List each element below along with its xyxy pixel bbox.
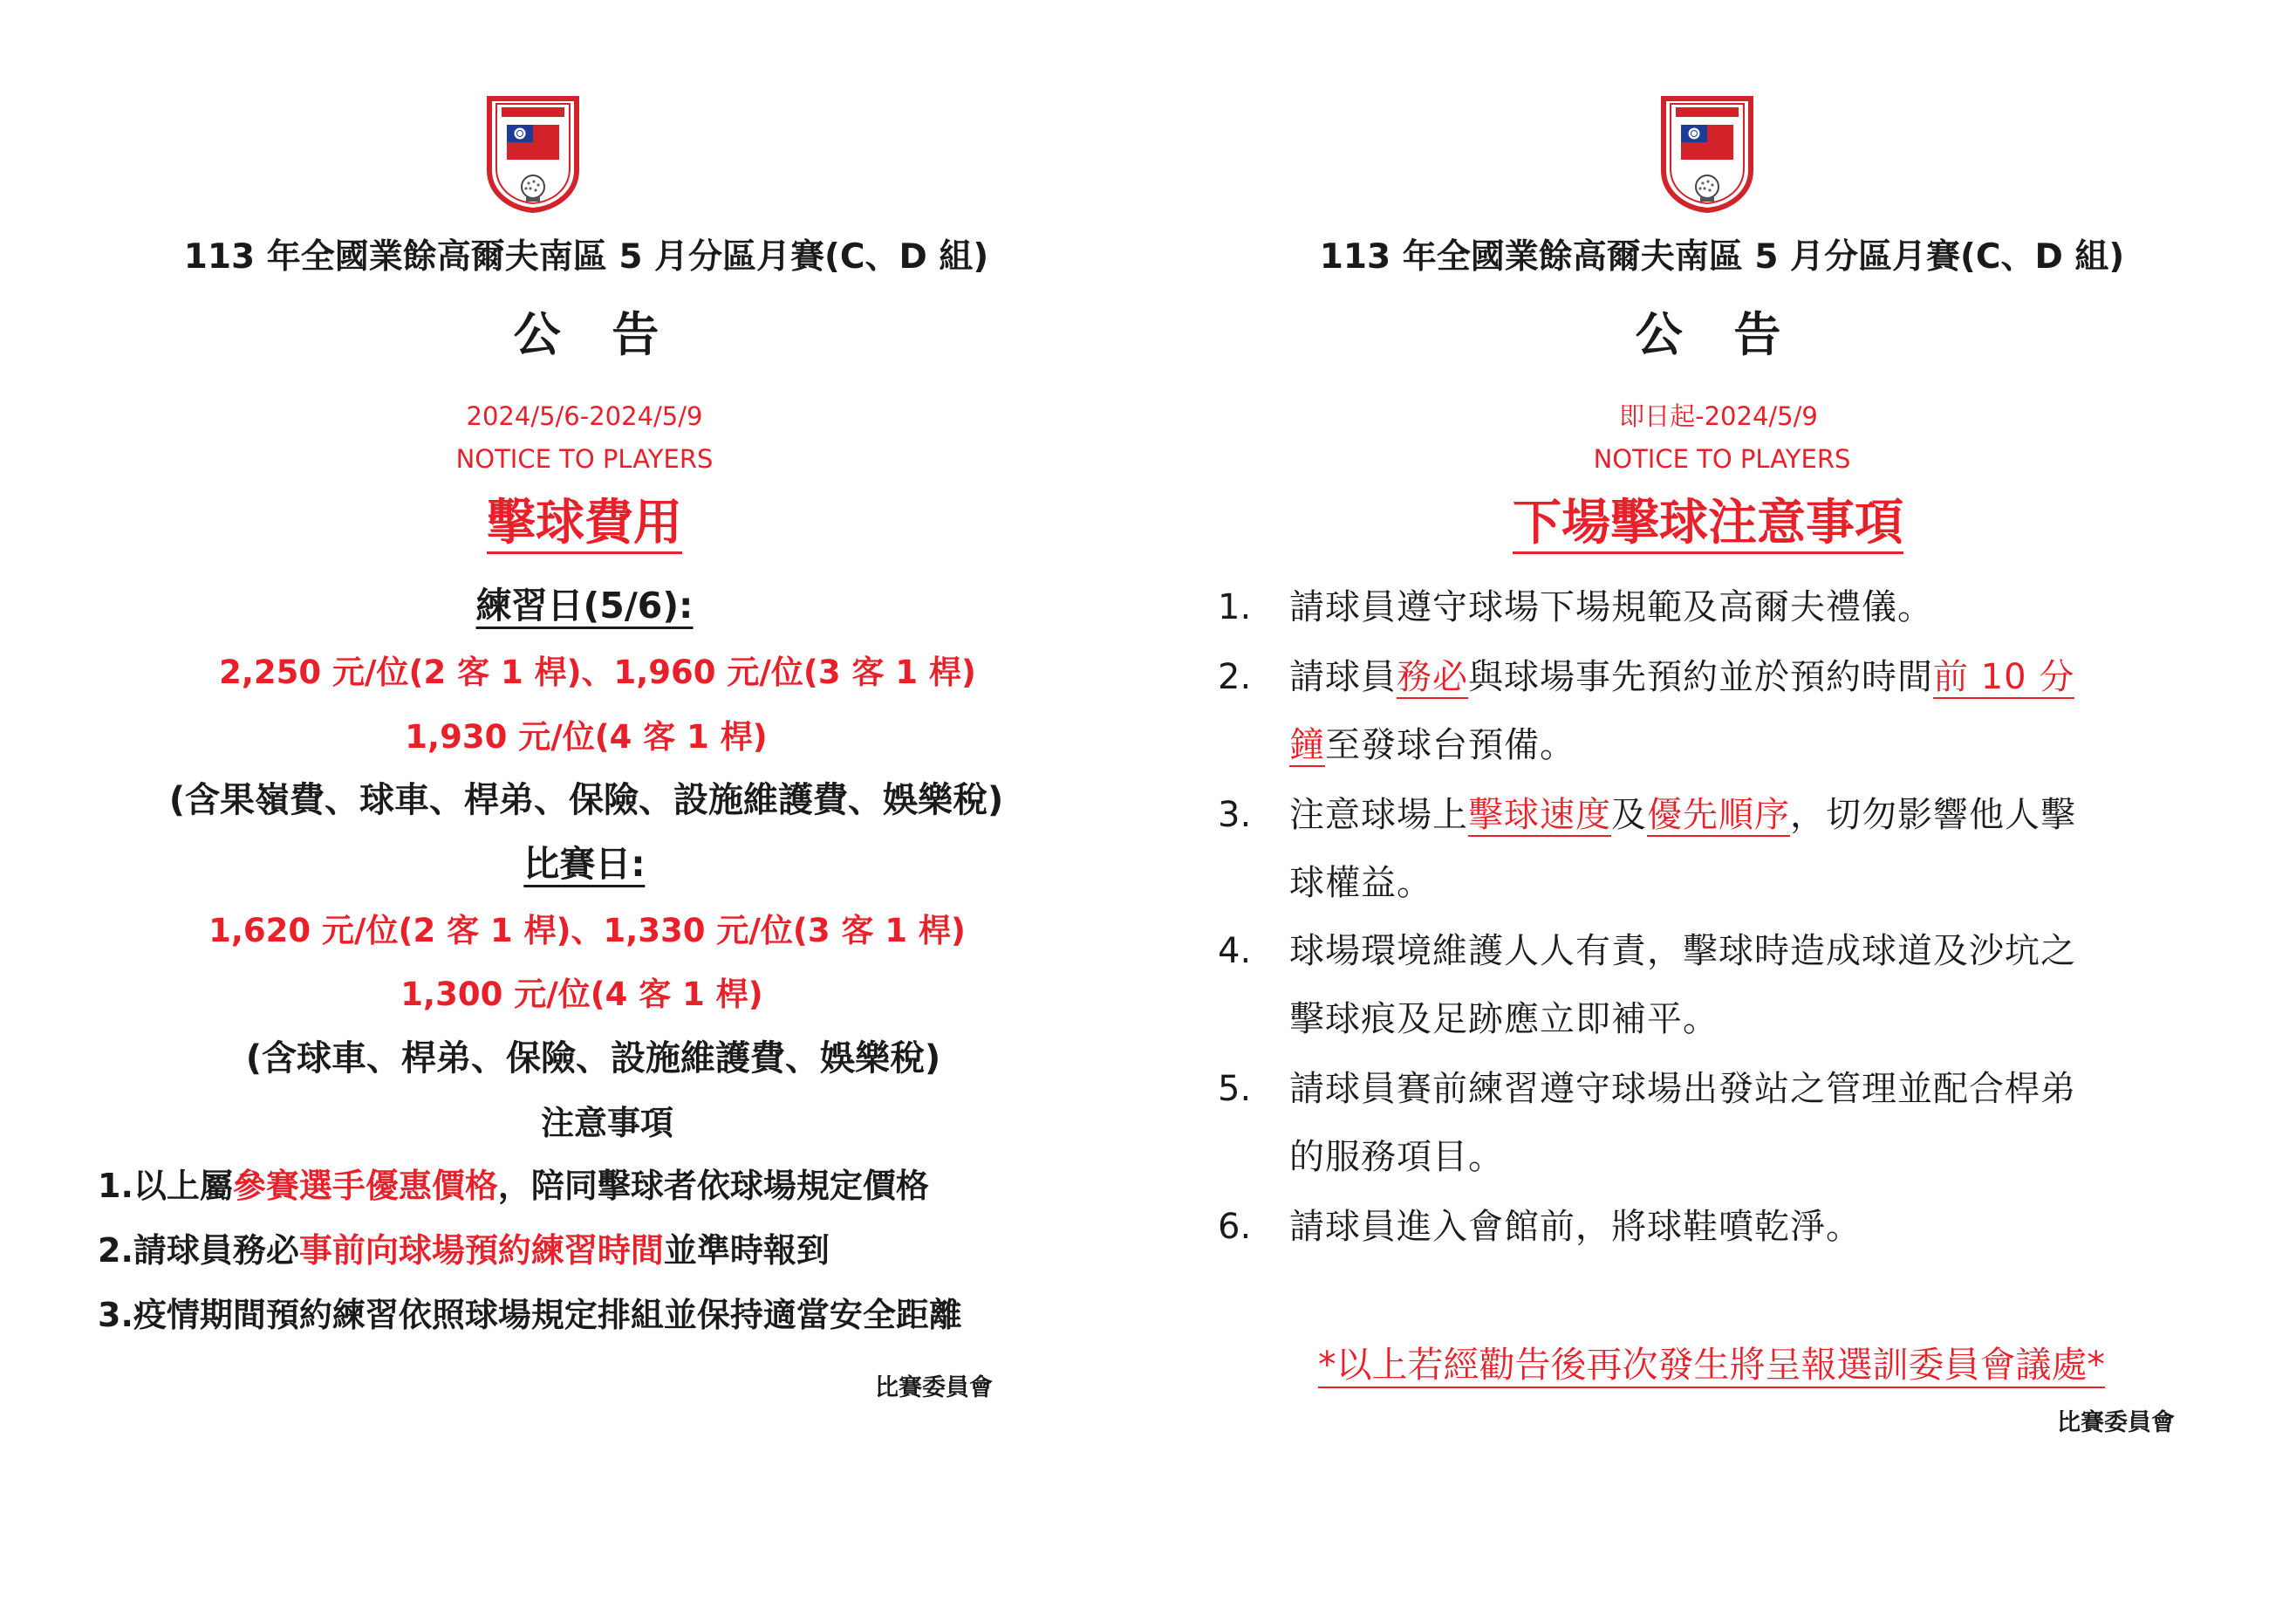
- rule-text-continued: 鐘至發球台預備。: [1289, 725, 1575, 765]
- date-range: 即日起-2024/5/9: [1619, 401, 1818, 431]
- match-day-label: 比賽日:: [523, 846, 645, 887]
- garoc-logo-icon: [1658, 93, 1756, 214]
- rule-text-continued: 的服務項目。: [1289, 1137, 1504, 1177]
- tournament-title: 113 年全國業餘高爾夫南區 5 月分區月賽(C、D 組): [1319, 237, 2125, 277]
- rule-text-continued: 擊球痕及足跡應立即補平。: [1289, 999, 1719, 1039]
- practice-day-label: 練習日(5/6):: [476, 588, 694, 629]
- rule-text: 請球員賽前練習遵守球場出發站之管理並配合桿弟: [1289, 1069, 2076, 1109]
- warning-notice: *以上若經勸告後再次發生將呈報選訓委員會議處*: [1318, 1347, 2105, 1388]
- right-notice-panel: [1148, 0, 2296, 1616]
- tournament-title: 113 年全國業餘高爾夫南區 5 月分區月賽(C、D 組): [183, 237, 989, 277]
- fee-heading: 擊球費用: [487, 499, 682, 554]
- rule-text: 請球員進入會館前，將球鞋噴乾淨。: [1289, 1207, 1862, 1247]
- rule-text: 請球員務必與球場事先預約並於預約時間前 10 分: [1289, 657, 2075, 697]
- practice-day-price-1: 2,250 元/位(2 客 1 桿)、1,960 元/位(3 客 1 桿): [219, 654, 976, 691]
- notes-title: 注意事項: [540, 1104, 674, 1142]
- announcement-heading: 公 告: [1635, 307, 1799, 362]
- practice-day-price-2: 1,930 元/位(4 客 1 桿): [405, 718, 768, 756]
- garoc-logo-icon: [484, 93, 582, 214]
- rule-text: 注意球場上擊球速度及優先順序，切勿影響他人擊: [1289, 795, 2076, 835]
- notice-to-players: NOTICE TO PLAYERS: [1593, 444, 1851, 474]
- rule-number: 1.: [1218, 587, 1252, 627]
- rule-text-continued: 球權益。: [1289, 863, 1432, 903]
- rule-text: 請球員遵守球場下場規範及高爾夫禮儀。: [1289, 587, 1933, 627]
- rule-number: 3.: [1218, 795, 1252, 835]
- rule-number: 4.: [1218, 931, 1252, 971]
- announcement-heading: 公 告: [513, 307, 677, 362]
- practice-day-includes: (含果嶺費、球車、桿弟、保險、設施維護費、娛樂稅): [168, 780, 1004, 820]
- rule-number: 6.: [1218, 1207, 1252, 1247]
- committee-signature: 比賽委員會: [875, 1374, 993, 1401]
- notice-to-players: NOTICE TO PLAYERS: [455, 444, 714, 474]
- note-item: 3.疫情期間預約練習依照球場規定排組並保持適當安全距離: [98, 1296, 962, 1334]
- rules-heading: 下場擊球注意事項: [1513, 499, 1903, 554]
- match-day-price-2: 1,300 元/位(4 客 1 桿): [400, 976, 763, 1013]
- note-item: 2.請球員務必事前向球場預約練習時間並準時報到: [98, 1231, 830, 1270]
- note-item: 1.以上屬參賽選手優惠價格，陪同擊球者依球場規定價格: [98, 1167, 929, 1205]
- date-range: 2024/5/6-2024/5/9: [466, 401, 703, 431]
- committee-signature: 比賽委員會: [2057, 1409, 2175, 1436]
- rule-number: 5.: [1218, 1069, 1252, 1109]
- match-day-price-1: 1,620 元/位(2 客 1 桿)、1,330 元/位(3 客 1 桿): [208, 912, 966, 949]
- rule-text: 球場環境維護人人有責，擊球時造成球道及沙坑之: [1289, 931, 2076, 971]
- match-day-includes: (含球車、桿弟、保險、設施維護費、娛樂稅): [245, 1038, 941, 1078]
- rule-number: 2.: [1218, 657, 1252, 697]
